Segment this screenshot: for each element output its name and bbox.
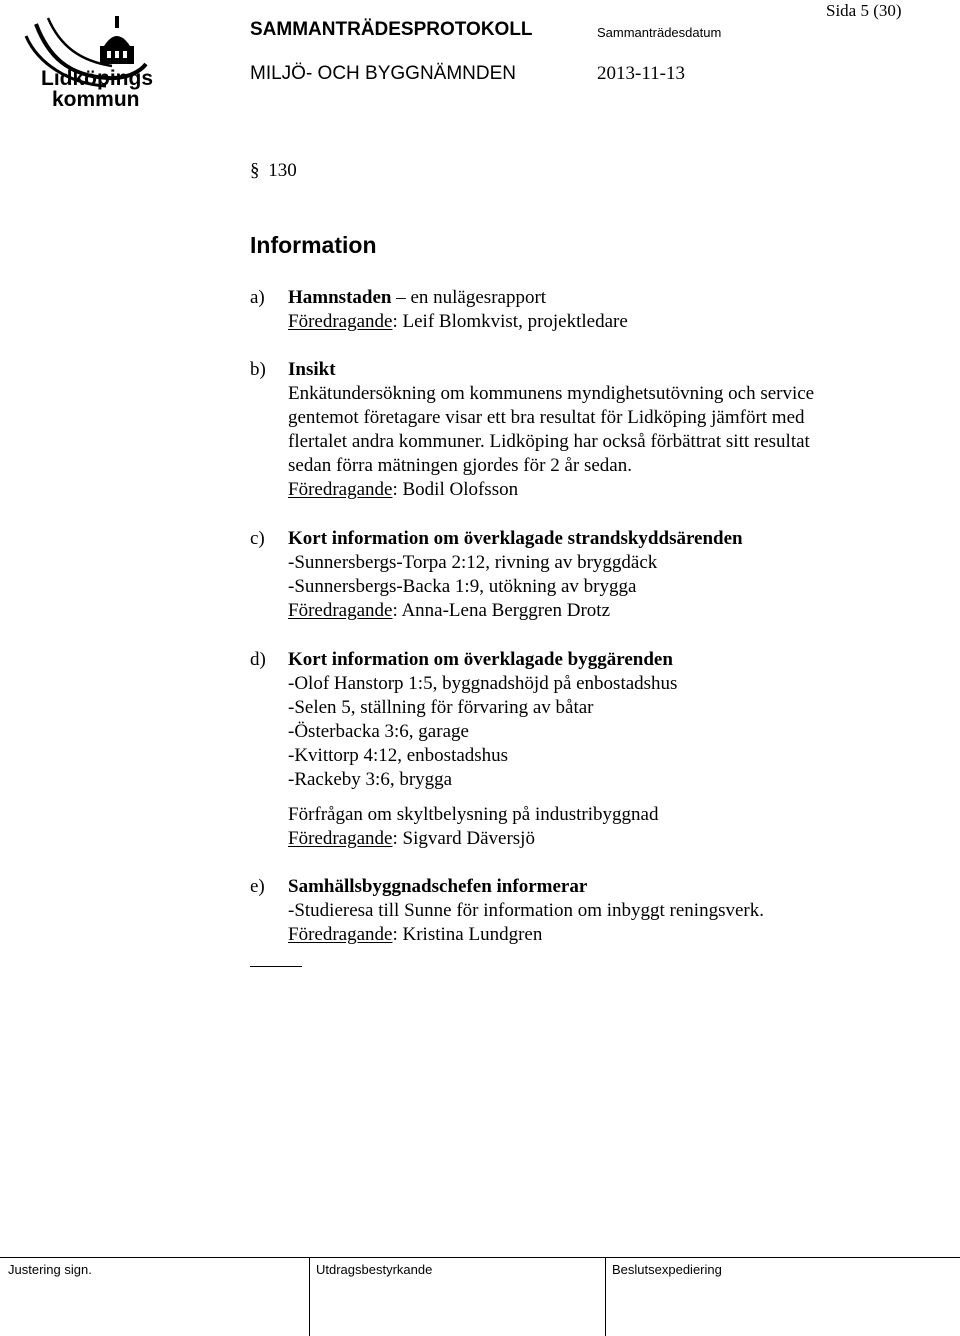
meeting-date: 2013-11-13 bbox=[597, 63, 685, 84]
section-number bbox=[250, 160, 297, 182]
footer-divider bbox=[605, 1258, 606, 1336]
item-a-heading bbox=[288, 286, 546, 310]
document-type: SAMMANTRÄDESPROTOKOLL bbox=[250, 19, 533, 40]
section-title: Information bbox=[250, 232, 377, 258]
footer-justering-label: Justering sign. bbox=[8, 1262, 92, 1277]
logo-text-line1: Lidköpings bbox=[41, 67, 153, 90]
item-b-presenter bbox=[288, 478, 518, 502]
presenter-name: : Leif Blomkvist, projektledare bbox=[392, 311, 628, 332]
item-c-label: c) bbox=[250, 528, 265, 549]
item-d-text-line: -Österbacka 3:6, garage bbox=[288, 721, 469, 742]
item-a-label: a) bbox=[250, 287, 265, 308]
item-d-text-line: -Rackeby 3:6, brygga bbox=[288, 769, 453, 790]
presenter-label: Föredragande bbox=[288, 924, 393, 945]
item-e-text-line: -Studieresa till Sunne för information om inbyggt reningsverk. bbox=[288, 900, 764, 921]
item-b-text-line: gentemot företagare visar ett bra resultat för Lidköping jämfört med bbox=[288, 407, 805, 428]
item-a-subtitle: – en nulägesrapport bbox=[391, 287, 547, 308]
end-rule bbox=[250, 966, 302, 967]
item-d-label: d) bbox=[250, 649, 266, 670]
section-symbol: § bbox=[250, 160, 260, 181]
item-c-text-line: -Sunnersbergs-Torpa 2:12, rivning av bryggdäck bbox=[288, 552, 658, 573]
item-b-text-line: Enkätundersökning om kommunens myndighetsutövning och service bbox=[288, 383, 815, 404]
presenter-label: Föredragande bbox=[288, 828, 393, 849]
presenter-label: Föredragande bbox=[288, 479, 393, 500]
footer-utdragsbestyrkande-label: Utdragsbestyrkande bbox=[316, 1262, 433, 1277]
item-b-label: b) bbox=[250, 359, 266, 380]
committee-name: MILJÖ- OCH BYGGNÄMNDEN bbox=[250, 63, 517, 84]
presenter-name: : Anna-Lena Berggren Drotz bbox=[392, 600, 611, 621]
item-e-presenter bbox=[288, 923, 542, 947]
footer-rule bbox=[0, 1257, 960, 1258]
presenter-label: Föredragande bbox=[288, 600, 393, 621]
item-b-text-line: sedan förra mätningen gjordes för 2 år sedan. bbox=[288, 455, 632, 476]
meeting-date-label: Sammanträdesdatum bbox=[597, 25, 722, 40]
item-d-title: Kort information om överklagade byggärenden bbox=[288, 649, 673, 670]
footer-beslutsexpediering-label: Beslutsexpediering bbox=[612, 1262, 722, 1277]
section-number-value: 130 bbox=[268, 160, 297, 181]
item-d-text-line: -Selen 5, ställning för förvaring av båtar bbox=[288, 697, 594, 718]
item-c-presenter bbox=[288, 599, 610, 623]
item-b-title: Insikt bbox=[288, 359, 336, 380]
municipality-logo bbox=[8, 6, 158, 116]
logo-text-line2: kommun bbox=[52, 88, 140, 111]
presenter-label: Föredragande bbox=[288, 311, 393, 332]
item-a-presenter bbox=[288, 310, 628, 334]
item-c-text-line: -Sunnersbergs-Backa 1:9, utökning av brygga bbox=[288, 576, 637, 597]
presenter-name: : Bodil Olofsson bbox=[392, 479, 519, 500]
presenter-name: : Kristina Lundgren bbox=[392, 924, 543, 945]
item-d-extra: Förfrågan om skyltbelysning på industribyggnad bbox=[288, 804, 659, 825]
item-e-title: Samhällsbyggnadschefen informerar bbox=[288, 876, 588, 897]
item-e-label: e) bbox=[250, 876, 265, 897]
presenter-name: : Sigvard Däversjö bbox=[392, 828, 535, 849]
item-d-text-line: -Olof Hanstorp 1:5, byggnadshöjd på enbostadshus bbox=[288, 673, 678, 694]
footer-divider bbox=[309, 1258, 310, 1336]
page-number: Sida 5 (30) bbox=[826, 1, 902, 20]
item-b-text-line: flertalet andra kommuner. Lidköping har också förbättrat sitt resultat bbox=[288, 431, 810, 452]
item-d-presenter bbox=[288, 827, 535, 851]
item-d-text-line: -Kvittorp 4:12, enbostadshus bbox=[288, 745, 509, 766]
item-a-title: Hamnstaden bbox=[288, 287, 392, 308]
item-c-title: Kort information om överklagade strandskyddsärenden bbox=[288, 528, 743, 549]
